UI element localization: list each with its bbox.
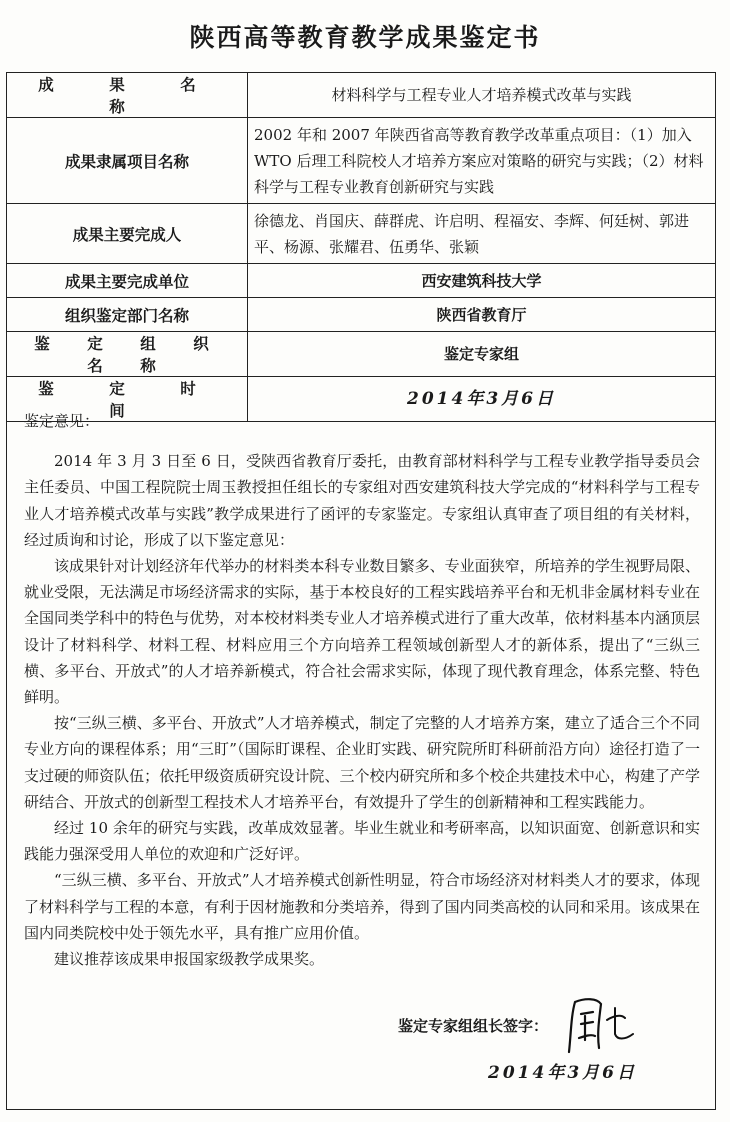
- opinion-paragraph: 经过 10 余年的研究与实践，改革成效显著。毕业生就业和考研率高，以知识面宽、创新意识和实践能力强深受用人单位的欢迎和广泛好评。: [24, 819, 700, 864]
- label-achievement-name: 成 果 名 称: [7, 73, 248, 118]
- label-appraisal-organization: 鉴 定 组 织 名 称: [7, 332, 248, 377]
- opinion-paragraph: “三纵三横、多平台、开放式”人才培养模式创新性明显，符合市场经济对材料类人才的要求，体现了材料科学与工程的本意，有利于因材施教和分类培养，得到了国内同类高校的认同和采用。该成果在国内同类院校中处于领先水平，具有推广应用价值。: [24, 871, 700, 942]
- opinion-paragraph: 2014 年 3 月 3 日至 6 日，受陕西省教育厅委托，由教育部材料科学与工程专业教学指导委员会主任委员、中国工程院院士周玉教授担任组长的专家组对西安建筑科技大学完成的“材料科学与工程专业人才培养模式改革与实践”教学成果进行了函评的专家鉴定。专家组认真审查了项目组的有关材料，经过质询和讨论，形成了以下鉴定意见：: [24, 452, 700, 549]
- label-main-contributors: 成果主要完成人: [7, 204, 248, 264]
- row-appraisal-organization: [7, 332, 716, 377]
- row-main-contributors: [7, 204, 716, 264]
- value-main-unit: 西安建筑科技大学: [248, 264, 716, 298]
- value-project-name: 2002 年和 2007 年陕西省高等教育教学改革重点项目：（1）加入 WTO 后理工科院校人才培养方案应对策略的研究与实践；（2）材料科学与工程专业教育创新研究与实践: [248, 118, 716, 204]
- info-table: [6, 72, 716, 422]
- opinion-paragraph: 该成果针对计划经济年代举办的材料类本科专业数目繁多、专业面狭窄，所培养的学生视野局限、就业受限，无法满足市场经济需求的实际，基于本校良好的工程实践培养平台和无机非金属材料专业在全国同类学科中的特色与优势，对本校材料类专业人才培养模式进行了重大改革，依材料基本内涵顶层设计了材料科学、材料工程、材料应用三个方向培养工程领域创新型人才的新体系，提出了“三纵三横、多平台、开放式”的人才培养新模式，符合社会需求实际，体现了现代教育理念，体系完整、特色鲜明。: [24, 557, 700, 707]
- row-project-name: [7, 118, 716, 204]
- opinion-heading: 鉴定意见：: [24, 412, 100, 430]
- signature-date: 2014年3月6日: [488, 1063, 637, 1083]
- row-organizing-department: [7, 298, 716, 332]
- row-achievement-name: [7, 73, 716, 118]
- row-main-unit: [7, 264, 716, 298]
- label-organizing-department: 组织鉴定部门名称: [7, 298, 248, 332]
- value-main-contributors: 徐德龙、肖国庆、薛群虎、许启明、程福安、李辉、何廷树、郭进平、杨源、张耀君、伍勇华、张颖: [248, 204, 716, 264]
- signature-label: 鉴定专家组组长签字：: [398, 1017, 549, 1035]
- handwritten-signature: [555, 994, 645, 1056]
- label-main-unit: 成果主要完成单位: [7, 264, 248, 298]
- handwritten-date: 2014年3月6日: [407, 389, 556, 409]
- label-project-name: 成果隶属项目名称: [7, 118, 248, 204]
- value-appraisal-organization: 鉴定专家组: [248, 332, 716, 377]
- label-appraisal-date: 鉴 定 时 间: [7, 377, 248, 422]
- appraisal-opinion: [24, 408, 700, 972]
- value-achievement-name: 材料科学与工程专业人才培养模式改革与实践: [248, 73, 716, 118]
- opinion-paragraph: 按“三纵三横、多平台、开放式”人才培养模式，制定了完整的人才培养方案，建立了适合三个不同专业方向的课程体系；用“三盯”（国际盯课程、企业盯实践、研究院所盯科研前沿方向）途径打造了一支过硬的师资队伍；依托甲级资质研究设计院、三个校内研究所和多个校企共建技术中心，构建了产学研结合、开放式的创新型工程技术人才培养平台，有效提升了学生的创新精神和工程实践能力。: [24, 714, 700, 811]
- document-title: 陕西高等教育教学成果鉴定书: [189, 23, 541, 52]
- opinion-paragraph: 建议推荐该成果申报国家级教学成果奖。: [54, 950, 325, 969]
- value-organizing-department: 陕西省教育厅: [248, 298, 716, 332]
